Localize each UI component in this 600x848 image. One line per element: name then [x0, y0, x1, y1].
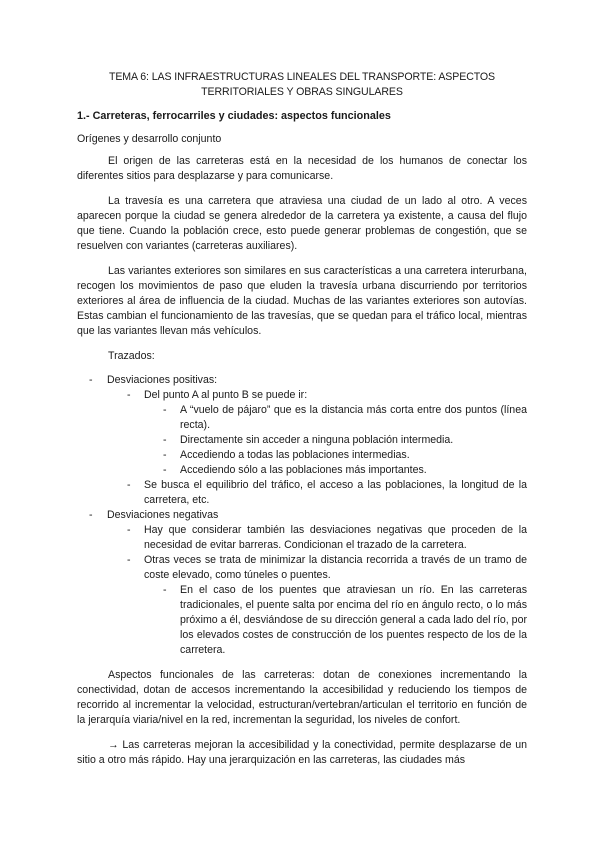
list-item: - Hay que considerar también las desviaciones negativas que proceden de la necesidad de evitar barreras. Condicionan el trazado de la carretera. — [107, 523, 527, 553]
paragraph: El origen de las carreteras está en la necesidad de los humanos de conectar los diferentes sitios para desplazarse y para comunicarse. — [77, 155, 527, 182]
subheading: Orígenes y desarrollo conjunto — [77, 133, 222, 145]
list-item — [107, 553, 527, 658]
list-item — [107, 388, 527, 478]
list-item-label: Desviaciones negativas — [107, 509, 219, 521]
list-item: - Se busca el equilibrio del tráfico, el acceso a las poblaciones, la longitud de la carretera, etc. — [107, 478, 527, 508]
paragraph: La travesía es una carretera que atraviesa una ciudad de un lado al otro. A veces aparecen porque la ciudad se genera alrededor de la carretera ya existente, a causa del flujo que tiene. Cuando la población crece, esto puede generar problemas de congestión, que se resuelven con variantes (carreteras auxiliares). — [77, 195, 527, 252]
paragraph: → Las carreteras mejoran la accesibilidad y la conectividad, permite desplazarse de un sitio a otro más rápido. Hay una jerarquización en las carreteras, las ciudades más — [77, 739, 527, 766]
list-item-text: Otras veces se trata de minimizar la distancia recorrida a través de un tramo de coste elevado, como túneles o puentes. — [144, 554, 527, 581]
paragraph: Las variantes exteriores son similares en sus características a una carretera interurbana, recogen los movimientos de paso que eluden la travesía urbana discurriendo por territorios exteriores al área de influencia de la ciudad. Muchas de las variantes exteriores son autovías. Estas cambian el funcionamiento de las travesías, que se quedan para el tráfico local, mientras que las variantes llevan más vehículos. — [77, 265, 527, 337]
list-item — [77, 373, 527, 508]
list-item — [77, 508, 527, 658]
list-item: - Directamente sin acceder a ninguna población intermedia. — [144, 433, 527, 448]
list-item: - A “vuelo de pájaro” que es la distancia más corta entre dos puntos (línea recta). — [144, 403, 527, 433]
section-heading: 1.- Carreteras, ferrocarriles y ciudades: aspectos funcionales — [77, 110, 391, 122]
list-item: - Accediendo a todas las poblaciones intermedias. — [144, 448, 527, 463]
trazados-label: Trazados: — [108, 350, 155, 362]
list-item-label: Desviaciones positivas: — [107, 374, 218, 386]
list-item-text: Del punto A al punto B se puede ir: — [144, 389, 308, 401]
list-item: - En el caso de los puentes que atraviesan un río. En las carreteras tradicionales, el puente salta por encima del río en ángulo recto, o lo más próximo a él, desviándose de su dirección general a cada lado del río, por los elevados costes de construcción de los puentes respecto de los de la carretera. — [144, 583, 527, 658]
paragraph: Aspectos funcionales de las carreteras: dotan de conexiones incrementando la conectividad, dotan de accesos incrementando la accesibilidad y reduciendo los tiempos de recorrido al incrementar la velocidad, estructuran/vertebran/articulan el territorio en función de la jerarquía viaria/nivel en la red, incrementan la seguridad, los niveles de confort. — [77, 669, 527, 726]
document-title: TEMA 6: LAS INFRAESTRUCTURAS LINEALES DEL TRANSPORTE: ASPECTOS TERRITORIALES Y OBRAS SINGULARES — [108, 71, 496, 98]
trazados-list — [77, 373, 527, 658]
list-item: - Accediendo sólo a las poblaciones más importantes. — [144, 463, 527, 478]
